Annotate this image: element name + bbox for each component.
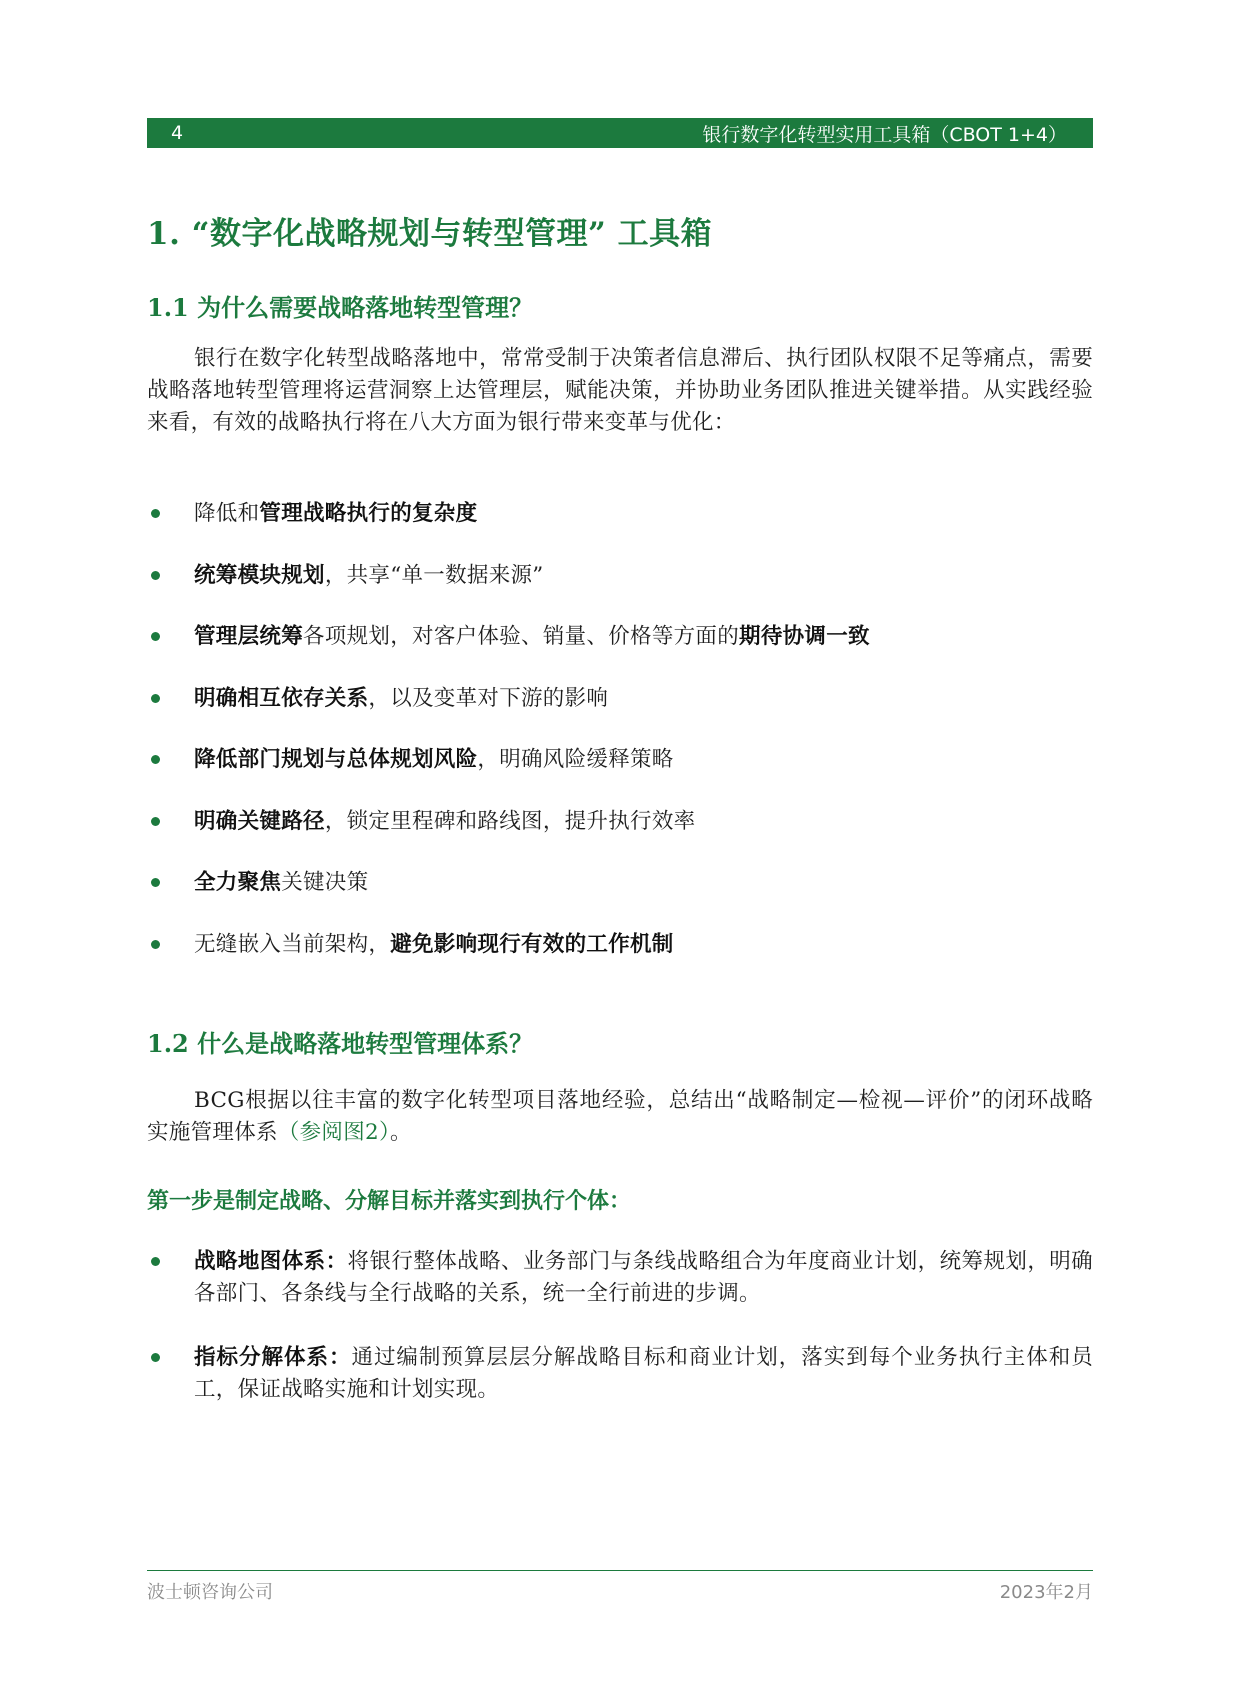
- list-item: 明确关键路径，锁定里程碑和路线图，提升执行效率: [147, 806, 1093, 838]
- figure-reference-link[interactable]: （参阅图2）: [277, 1120, 391, 1145]
- footer-date: 2023年2月: [999, 1582, 1093, 1603]
- bullet-icon: [151, 632, 160, 641]
- bullet-icon: [151, 755, 160, 764]
- list-item: 无缝嵌入当前架构，避免影响现行有效的工作机制: [147, 929, 1093, 961]
- section-1-title: 1.1 为什么需要战略落地转型管理？: [147, 293, 534, 322]
- section-1-paragraph: 银行在数字化转型战略落地中，常常受制于决策者信息滞后、执行团队权限不足等痛点，需要战略落地转型管理将运营洞察上达管理层，赋能决策，并协助业务团队推进关键举措。从实践经验来看，有效的战略执行将在八大方面为银行带来变革与优化：: [147, 346, 1093, 435]
- bullet-icon: [151, 694, 160, 703]
- bullet-icon: [151, 940, 160, 949]
- header-bar: [147, 118, 1093, 148]
- page-number: 4: [171, 122, 184, 144]
- section-2-title: 1.2 什么是战略落地转型管理体系？: [147, 1029, 534, 1058]
- list-item: 管理层统筹各项规划，对客户体验、销量、价格等方面的期待协调一致: [147, 621, 1093, 653]
- footer-divider: [147, 1570, 1093, 1571]
- list-item: 全力聚焦关键决策: [147, 867, 1093, 899]
- list-item: 降低和管理战略执行的复杂度: [147, 498, 1093, 530]
- list-item: 指标分解体系：通过编制预算层层分解战略目标和商业计划，落实到每个业务执行主体和员工，保证战略实施和计划实现。: [147, 1342, 1093, 1406]
- bullet-icon: [151, 571, 160, 580]
- bullet-icon: [151, 1257, 160, 1266]
- footer-company: 波士顿咨询公司: [147, 1582, 273, 1603]
- step-one-title: 第一步是制定战略、分解目标并落实到执行个体：: [147, 1188, 632, 1214]
- list-item: 降低部门规划与总体规划风险，明确风险缓释策略: [147, 744, 1093, 776]
- bullet-icon: [151, 817, 160, 826]
- chapter-title: 1. “数字化战略规划与转型管理” 工具箱: [147, 216, 713, 252]
- document-title: 银行数字化转型实用工具箱（CBOT 1+4）: [702, 123, 1067, 146]
- list-item: 统筹模块规划，共享“单一数据来源”: [147, 560, 1093, 592]
- bullet-icon: [151, 1353, 160, 1362]
- bullet-icon: [151, 878, 160, 887]
- list-item: 明确相互依存关系，以及变革对下游的影响: [147, 683, 1093, 715]
- list-item: 战略地图体系：将银行整体战略、业务部门与条线战略组合为年度商业计划，统筹规划，明确各部门、各条线与全行战略的关系，统一全行前进的步调。: [147, 1246, 1093, 1310]
- section-2-paragraph: BCG根据以往丰富的数字化转型项目落地经验，总结出“战略制定—检视—评价”的闭环战略实施管理体系（参阅图2）。: [147, 1088, 1093, 1145]
- bullet-icon: [151, 509, 160, 518]
